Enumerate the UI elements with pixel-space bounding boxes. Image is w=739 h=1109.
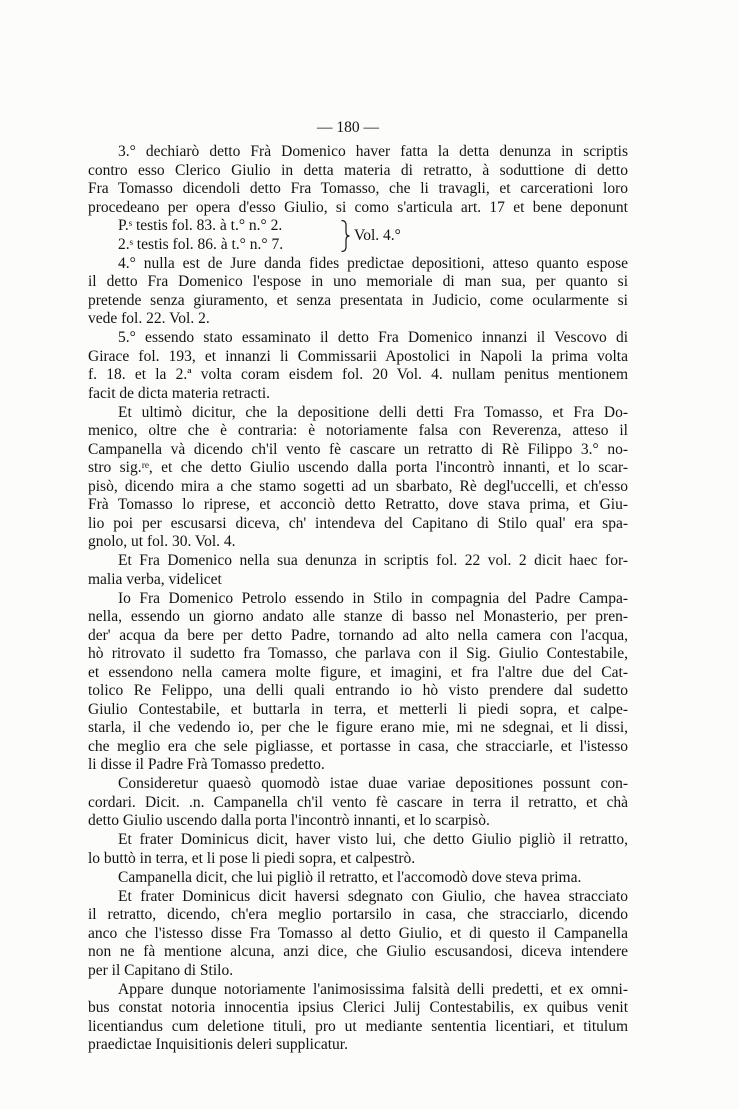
text-line: stro sig.ʳᵉ, et che detto Giulio uscendo dalla porta l'incontrò innanti, et lo scar-: [88, 459, 628, 476]
text-line: anco che l'istesso disse Fra Tomasso al detto Giulio, et di questo il Campanella: [88, 924, 628, 942]
text-line: menico, oltre che è contraria: è notoriamente falsa con Reverenza, atteso il: [88, 422, 628, 439]
text-line: li disse il Padre Frà Tomasso predetto.: [88, 756, 325, 773]
text-line: Consideretur quaesò quomodò istae duae variae depositiones possunt con-: [118, 775, 628, 792]
text-line: nella, essendo un giorno andato alle stanze di basso nel Monasterio, per pren-: [88, 608, 628, 625]
paragraph: [88, 888, 628, 981]
text-line: lio poi per escusarsi diceva, ch' intendeva del Capitano di Stilo qual' era spa-: [88, 514, 628, 532]
citation-volume: Vol. 4.°: [354, 226, 401, 244]
text-line: pretende senza giuramento, et senza presentata in Judicio, come ocularmente si: [88, 291, 628, 309]
paragraph: [88, 143, 628, 217]
text-line: praedictae Inquisitionis deleri supplicatur.: [88, 1036, 348, 1053]
text-line: Girace fol. 193, et innanzi li Commissarii Apostolici in Napoli la prima volta: [88, 347, 628, 365]
text-line: et essendono nella camera molte figure, et imagini, et fra l'altre due del Cat-: [88, 663, 628, 681]
text-line: Et ultimò dicitur, che la depositione delli detti Fra Tomasso, et Fra Do-: [118, 403, 628, 421]
text-line: detto Giulio uscendo dalla porta l'incontrò innanti, et lo scarpisò.: [88, 812, 490, 829]
text-line: facit de dicta materia retracti.: [88, 384, 271, 402]
text-line: Giulio Contestabile, et buttarla in terra, et metterli li piedi sopra, et calpe-: [88, 700, 628, 718]
text-line: Et frater Dominicus dicit, haver visto lui, che detto Giulio pigliò il retratto,: [118, 831, 628, 848]
text-line: il detto Fra Domenico l'espose in uno memoriale di man sua, per quanto si: [88, 273, 628, 290]
text-line: licentiandus cum deletione tituli, pro ut mediante sententia licentiari, et titulum: [88, 1017, 628, 1035]
text-line: che meglio era che sele pigliasse, et portasse in casa, che stracciarle, et l'istesso: [88, 737, 628, 755]
text-line: 4.° nulla est de Jure danda fides predictae depositioni, atteso quanto espose: [118, 254, 628, 272]
text-line: malia verba, videlicet: [88, 570, 222, 588]
text-line: contro esso Clerico Giulio in detta materia di retratto, à soduttione di detto: [88, 161, 628, 179]
citation-line: 2.ˢ testis fol. 86. à t.° n.° 7.: [118, 235, 284, 253]
citation-block: [88, 217, 628, 254]
text-line: der' acqua da bere per detto Padre, tornando ad alto nella camera con l'acqua,: [88, 626, 628, 644]
text-line: Et frater Dominicus dicit haversi sdegnato con Giulio, che havea stracciato: [118, 887, 628, 905]
text-line: 5.° essendo stato essaminato il detto Fra Domenico innanzi il Vescovo di: [118, 329, 628, 346]
paragraph: [88, 831, 628, 868]
paragraph: [88, 552, 628, 589]
text-line: Appare dunque notoriamente l'animosissima falsità delli predetti, et ex omni-: [118, 980, 628, 998]
text-line: non ne fà mentione alcuna, anzi dice, che Giulio escusandosi, diceva intendere: [88, 943, 628, 960]
text-line: Campanella và dicendo ch'il vento fè cascare un retratto di Rè Filippo 3.° no-: [88, 440, 628, 458]
text-line: Et Fra Domenico nella sua denunza in scriptis fol. 22 vol. 2 dicit haec for-: [118, 552, 628, 569]
citation-lines: [118, 217, 340, 254]
text-line: Io Fra Domenico Petrolo essendo in Stilo in compagnia del Padre Campa-: [118, 589, 628, 607]
text-line: pisò, dicendo mira a che stamo sogetti ad un sbarbato, Rè degl'uccelli, et ch'esso: [88, 477, 628, 495]
text-line: Frà Tomasso lo riprese, et acconciò detto Retratto, dove stava prima, et Giu-: [88, 496, 628, 513]
text-line: procedeano per opera d'esso Giulio, si como s'articula art. 17 et bene deponunt: [88, 198, 628, 216]
paragraph: [88, 775, 628, 831]
text-line: il retratto, dicendo, ch'era meglio portarsilo in casa, che stracciarlo, dicendo: [88, 906, 628, 923]
citation-line: P.ˢ testis fol. 83. à t.° n.° 2.: [118, 217, 283, 234]
text-line: starla, il che vedendo io, per che le figure erano mie, mi ne sdegnai, et li dissi,: [88, 719, 628, 736]
text-line: vede fol. 22. Vol. 2.: [88, 310, 210, 327]
text-line: bus constat notoria innocentia ipsius Clerici Julij Contestabilis, ex quibus venit: [88, 999, 628, 1016]
text-line: hò ritrovato il sudetto fra Tomasso, che parlava con il Sig. Giulio Contestabile,: [88, 645, 628, 662]
text-line: tolico Re Felippo, una delli quali entrando io hò visto prendere dal sudetto: [88, 682, 628, 699]
text-line: cordari. Dicit. .n. Campanella ch'il vento fè cascare in terra il retratto, et chà: [88, 793, 628, 811]
paragraph: [88, 329, 628, 403]
page-number: — 180 —: [317, 119, 379, 136]
paragraph: [88, 590, 628, 775]
text-line: per il Capitano di Stilo.: [88, 961, 234, 979]
text-line: lo buttò in terra, et li pose li piedi sopra, et calpestrò.: [88, 849, 416, 867]
text-body: [88, 143, 628, 1055]
text-line: Fra Tomasso dicendoli detto Fra Tomasso, che li travagli, et carcerationi loro: [88, 180, 628, 197]
paragraph: [88, 869, 628, 888]
text-line: Campanella dicit, che lui pigliò il retratto, et l'accomodò dove steva prima.: [118, 868, 582, 886]
text-line: 3.° dechiarò detto Frà Domenico haver fatta la detta denunza in scriptis: [118, 143, 628, 160]
text-line: gnolo, ut fol. 30. Vol. 4.: [88, 533, 236, 550]
paragraph: [88, 981, 628, 1055]
paragraph: [88, 404, 628, 552]
brace-icon: [340, 219, 350, 253]
paragraph: [88, 255, 628, 329]
text-line: f. 18. et la 2.ª volta coram eisdem fol. 20 Vol. 4. nullam penitus mentionem: [88, 366, 628, 383]
